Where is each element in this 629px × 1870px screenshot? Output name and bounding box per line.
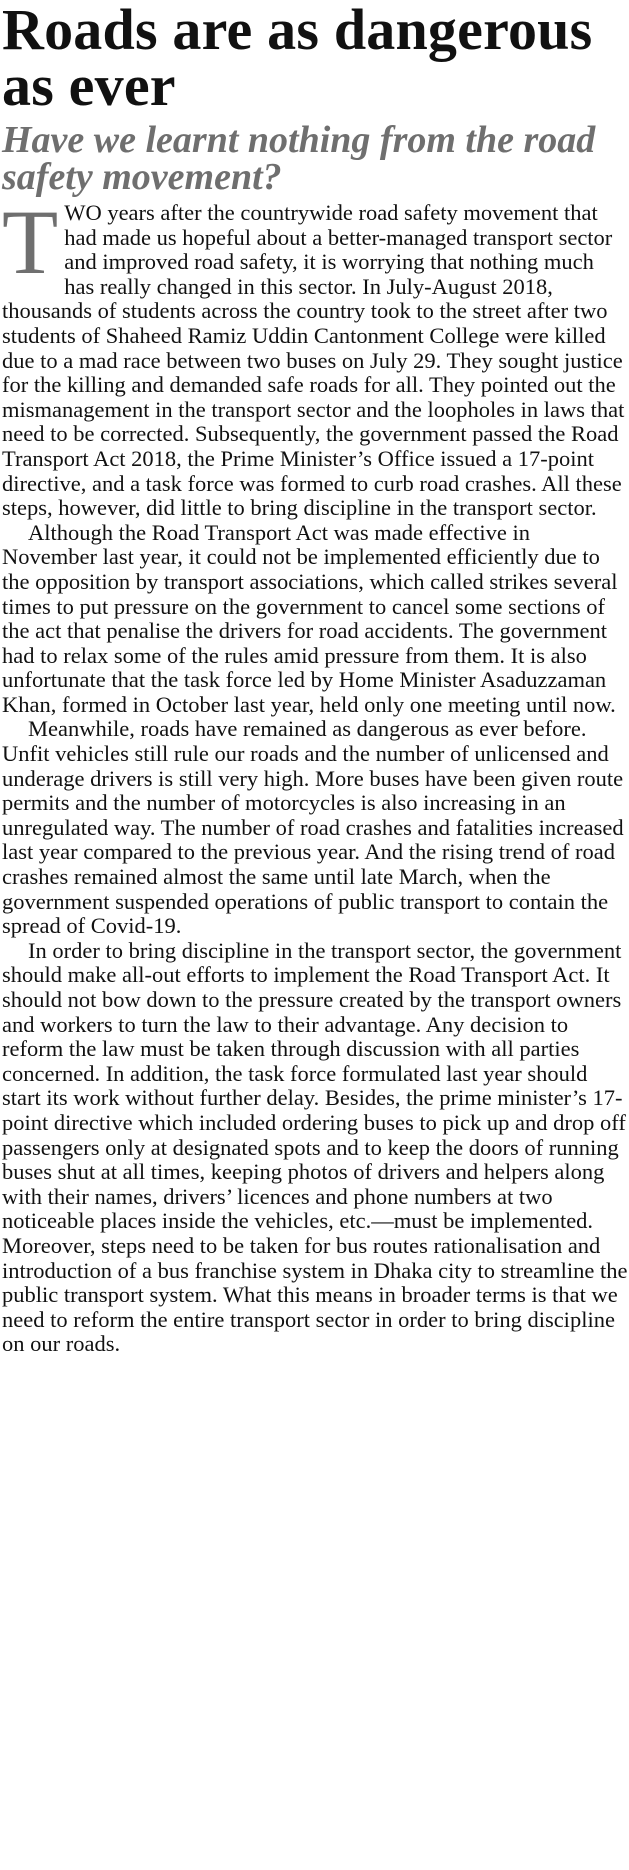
paragraph-3: Meanwhile, roads have remained as dangerous as ever before. Unfit vehicles still rule our roads and the number of unlicensed and underage drivers is still very high. More buses have been given route permits and the number of motorcycles is also increasing in an unregulated way. The number of road crashes and fatalities increased last year compared to the previous year. And the rising trend of road crashes remained almost the same until late March, when the government suspended operations of public transport to contain the spread of Covid-19. [2, 716, 624, 939]
drop-cap: T [2, 191, 59, 293]
paragraph-1-text: WO years after the countrywide road safety movement that had made us hopeful about a better-managed transport sector and improved road safety, it is worrying that nothing much has really changed in this sector. In July-August 2018, thousands of students across the country took to the street after two students of Shaheed Ramiz Uddin Cantonment College were killed due to a mad race between two buses on July 29. They sought justice for the killing and demanded safe roads for all. They pointed out the mismanagement in the transport sector and the loopholes in laws that need to be corrected. Subsequently, the government passed the Road Transport Act 2018, the Prime Minister’s Office issued a 17-point directive, and a task force was formed to curb road crashes. All these steps, however, did little to bring discipline in the transport sector. [2, 200, 625, 521]
paragraph-4: In order to bring discipline in the transport sector, the government should make all-out efforts to implement the Road Transport Act. It should not bow down to the pressure created by the transport owners and workers to turn the law to their advantage. Any decision to reform the law must be taken through discussion with all parties concerned. In addition, the task force formulated last year should start its work without further delay. Besides, the prime minister’s 17-point directive which included ordering buses to pick up and drop off passengers only at designated spots and to keep the doors of running buses shut at all times, keeping photos of drivers and helpers along with their names, drivers’ licences and phone numbers at two noticeable places inside the vehicles, etc.—must be implemented. Moreover, steps need to be taken for bus routes rationalisation and introduction of a bus franchise system in Dhaka city to streamline the public transport system. What this means in broader terms is that we need to reform the entire transport sector in order to bring discipline on our roads. [2, 937, 628, 1357]
paragraph-2: Although the Road Transport Act was made effective in November last year, it could not be implemented efficiently due to the opposition by transport associations, which called strikes several times to put pressure on the government to cancel some sections of the act that penalise the drivers for road accidents. The government had to relax some of the rules amid pressure from them. It is also unfortunate that the task force led by Home Minister Asaduzzaman Khan, formed in October last year, held only one meeting until now. [2, 519, 618, 717]
article-body [2, 191, 629, 1357]
subheadline: Have we learnt nothing from the road safety movement? [2, 119, 596, 198]
headline: Roads are as dangerous as ever [2, 0, 593, 118]
paragraph-1 [2, 191, 629, 521]
